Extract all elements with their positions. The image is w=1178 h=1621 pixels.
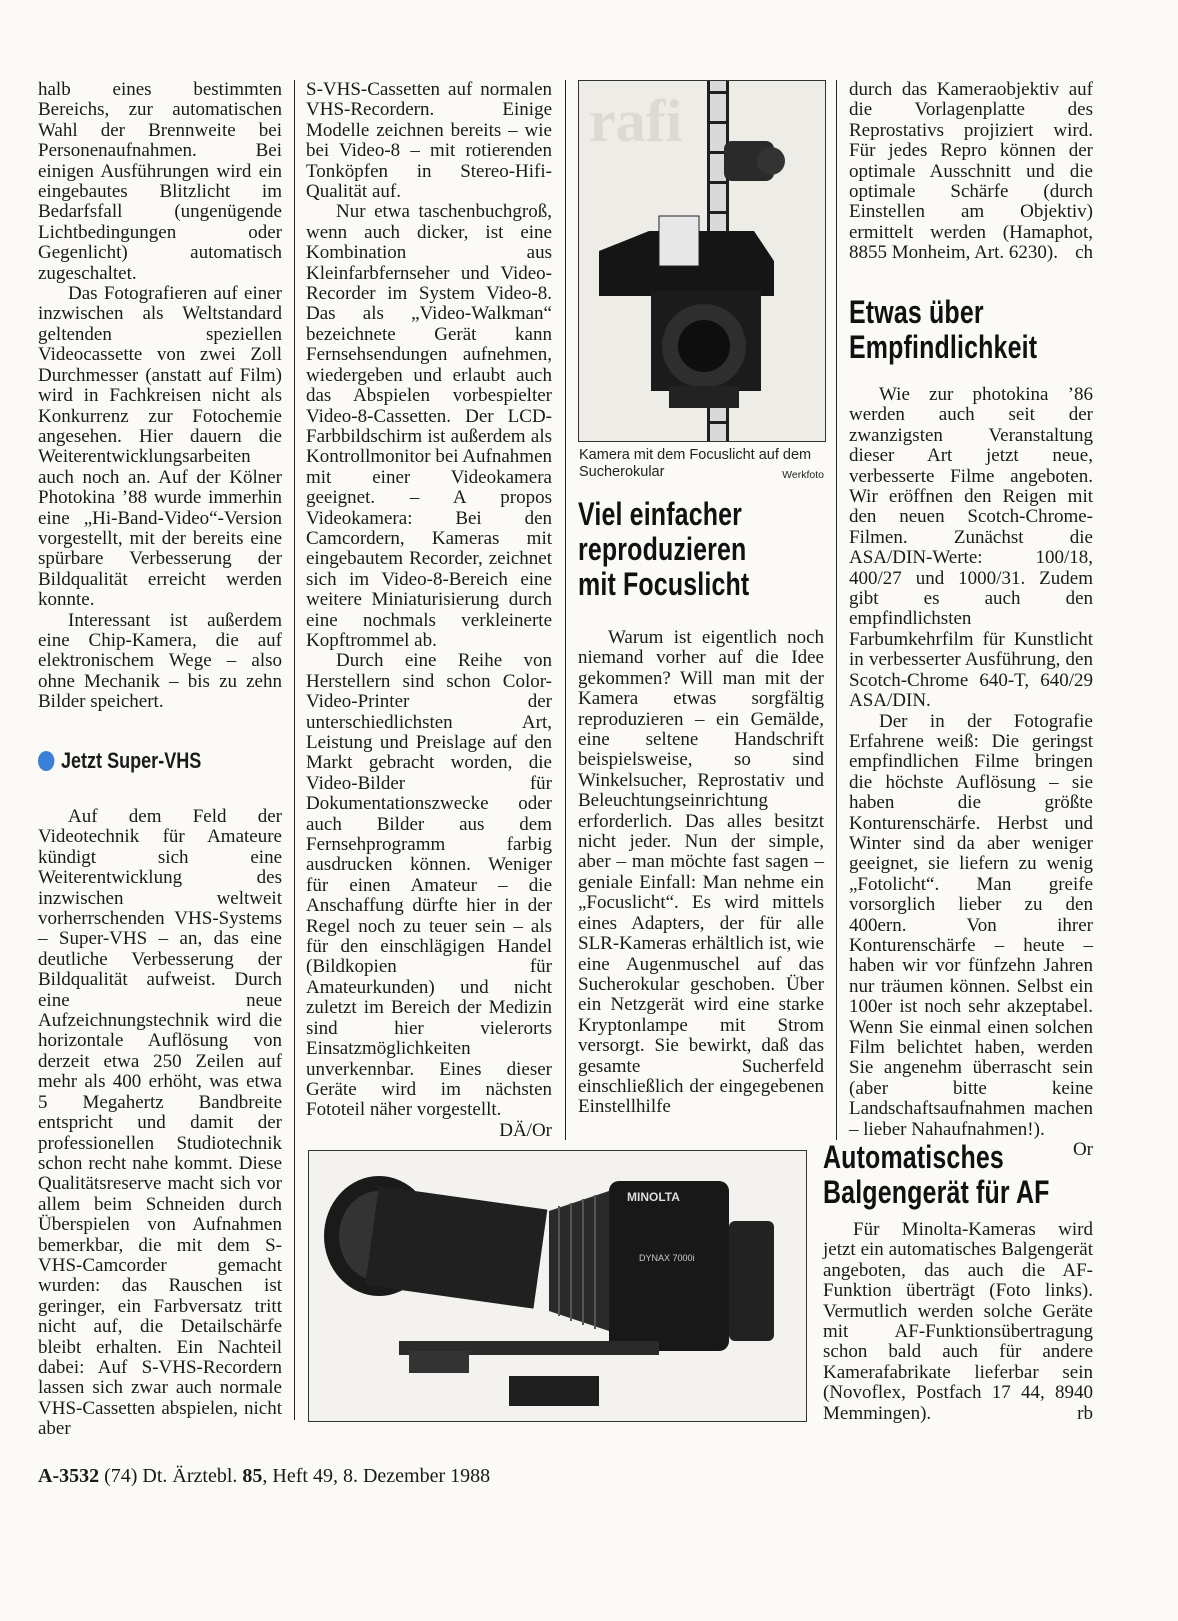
page-number: A-3532 <box>38 1465 100 1487</box>
paragraph: Warum ist eigentlich noch niemand vorher auf die Idee gekommen? Will man mit der Kamera etwas sorgfältig reproduzieren – ein Gemälde, eine seltene Handschrift beispielsweise, so sind Winkelsucher, Reprostativ und Beleuchtungseinrichtung erforderlich. Das alles besitzt nicht jeder. Nun der simple, aber – man möchte fast sagen – geniale Einfall: Man nehme ein „Focuslicht“. Es wird mittels eines Adapters, der für alle SLR-Kameras erhältlich ist, wie eine Augenmuschel auf das Sucherokular geschoben. Über ein Netzgerät wird eine starke Kryptonlampe mit Strom versorgt. Sie bewirkt, daß das gesamte Sucherfeld einschließlich der eingegebenen Einstellhilfe <box>578 627 824 1118</box>
paragraph: Für Minolta-Kameras wird jetzt ein automatisches Balgengerät angeboten, das auch die AF-Funktion überträgt (Foto links). Vermutlich werden solche Geräte mit AF-Funktionsübertragung schon bald auch für andere Kamerafabrikate lieferbar sein (Novoflex, Postfach 17 44, 8940 Memmingen). rb <box>823 1219 1093 1424</box>
column-2 <box>306 80 552 1141</box>
author-signature: ch <box>1075 242 1093 264</box>
svg-text:rafi: rafi <box>589 88 683 154</box>
column-4 <box>849 80 1093 264</box>
article-headline: Etwas über Empfindlichkeit <box>849 294 1038 365</box>
paragraph: Das Fotografieren auf einer inzwischen als Weltstandard geltenden speziellen Videocassette von zwei Zoll Durchmesser (anstatt auf Film) wird in Fachkreisen nicht als Konkurrenz zur Fotochemie angesehen. Hier dauern die Weiterentwicklungsarbeiten auch noch an. Auf der Kölner Photokina ’88 wurde immerhin eine „Hi-Band-Video“-Version vorgestellt, mit der bereits eine spürbare Verbesserung der Bildqualität erreicht werden konnte. <box>38 283 282 611</box>
photo-credit: Werkfoto <box>782 469 824 481</box>
svg-text:DYNAX 7000i: DYNAX 7000i <box>639 1253 695 1263</box>
column-5 <box>823 1220 1093 1424</box>
column-divider <box>565 80 566 1140</box>
photo-caption: Kamera mit dem Focuslicht auf dem Sucherokular Werkfoto <box>579 447 824 484</box>
paragraph: Interessant ist außerdem eine Chip-Kamera, die auf elektronischem Wege – also ohne Mechanik – bis zu zehn Bilder speichert. <box>38 609 282 713</box>
column-3 <box>578 628 824 1118</box>
page-footer: A-3532 (74) Dt. Ärztebl. 85, Heft 49, 8. Dezember 1988 <box>38 1465 491 1487</box>
column-divider <box>294 80 295 1420</box>
paragraph: Auf dem Feld der Videotechnik für Amateure kündigt sich eine Weiterentwicklung des inzwischen weltweit vorherrschenden VHS-Systems – Super-VHS – an, das eine deutliche Verbesserung der Bildqualität aufweist. Durch eine neue Aufzeichnungstechnik wird die horizontale Auflösung von derzeit etwa 250 Zeilen auf mehr als 400 erhöht, was etwa 5 Megahertz Bandbreite entspricht und damit der professionellen Studiotechnik schon recht nahe kommt. Diese Qualitätsreserve macht sich vor allem beim Schneiden durch Überspielen von Aufnahmen bemerkbar, die mit dem S-VHS-Camcorder gemacht wurden: das Rauschen ist geringer, ein Farbversatz tritt nicht auf, die Detailschärfe bleibt erhalten. Ein Nachteil dabei: Auf S-VHS-Recordern lassen sich zwar auch normale VHS-Cassetten abspielen, nicht aber <box>38 806 282 1440</box>
column-4-body <box>849 385 1093 1160</box>
svg-text:MINOLTA: MINOLTA <box>627 1190 680 1204</box>
bullet-dot-icon <box>38 751 54 771</box>
focuslicht-camera-photo <box>578 80 826 442</box>
author-signature: rb <box>1077 1402 1093 1424</box>
author-signature: Or <box>1072 1139 1093 1161</box>
paragraph: Nur etwa taschenbuchgroß, wenn auch dicker, ist eine Kombination aus Kleinfarbfernseher und Video-Recorder im System Video-8. Das als „Video-Walkman“ bezeichnete Gerät kann Fernsehsendungen aufnehmen, wiedergeben und erlaubt auch das Abspielen vorbespielter Video-8-Cassetten. Der LCD-Farbbildschirm ist außerdem als Kontrollmonitor bei Aufnahmen mit einer Videokamera geeignet. – A propos Videokamera: Bei den Camcordern, Kameras mit eingebautem Recorder, zeichnet sich im Video-8-Bereich eine weitere Miniaturisierung durch eine nochmals verkleinerte Kopftrommel ab. <box>306 201 552 651</box>
paragraph: Wie zur photokina ’86 werden auch seit der zwanzigsten Veranstaltung dieser Art jetzt neue, verbesserte Filme angeboten. Wir eröffnen den Reigen mit den neuen Scotch-Chrome-Filmen. Zunächst die ASA/DIN-Werte: 100/18, 400/27 und 1000/31. Zudem gibt es auch den empfindlichsten Farbumkehrfilm für Kunstlicht in verbesserter Ausführung, den Scotch-Chrome 640-T, 640/29 ASA/DIN. <box>849 384 1093 712</box>
article-headline: Viel einfacher reproduzieren mit Focuslicht <box>578 496 750 602</box>
author-signature: DÄ/Or <box>499 1119 552 1141</box>
column-1 <box>38 80 282 1440</box>
paragraph: Der in der Fotografie Erfahrene weiß: Die geringst empfindlichen Filme bringen die höchste Auflösung – sie haben die größte Konturenschärfe. Herbst und Winter sind da aber weniger geeignet, sie liefern zu wenig „Fotolicht“. Man greife vorsorglich lieber zu den 400ern. Von ihrer Konturenschärfe – heute – haben wir vor fünfzehn Jahren nur träumen können. Selbst ein 100er ist noch sehr akzeptabel. Wenn Sie einmal einen solchen Film belichtet haben, werden Sie angenehm überrascht sein (aber bitte keine Landschaftsaufnahmen machen – lieber Nahaufnahmen!). Or <box>849 710 1093 1161</box>
volume-number: 85 <box>242 1465 263 1487</box>
bellows-device-photo <box>308 1150 807 1422</box>
column-divider <box>836 80 837 1140</box>
paragraph: durch das Kameraobjektiv auf die Vorlagenplatte des Reprostativs projiziert wird. Für jedes Repro können der optimale Ausschnitt und die optimale Schärfe (durch Einstellen am Objektiv) ermittelt werden (Hamaphot, 8855 Monheim, Art. 6230). ch <box>849 79 1093 264</box>
paragraph: S-VHS-Cassetten auf normalen VHS-Recordern. Einige Modelle zeichnen bereits – wie bei Video-8 – mit rotierenden Tonköpfen in Stereo-Hifi-Qualität auf. <box>306 79 552 203</box>
paragraph: Durch eine Reihe von Herstellern sind schon Color-Video-Printer der unterschiedlichsten Art, Leistung und Preislage auf den Markt gebracht worden, die Video-Bilder für Dokumentationszwecke oder auch Bilder aus dem Fernsehprogramm farbig ausdrucken können. Weniger für einen Amateur – die Anschaffung dürfte hier in der Regel noch zu teuer sein – als für den einschlägigen Handel (Bildkopien für Amateurkunden) und nicht zuletzt im Bereich der Medizin sind hier vielerorts Einsatzmöglichkeiten unverkennbar. Eines dieser Geräte wird im nächsten Fototeil näher vorgestellt. <box>306 650 552 1121</box>
paragraph: halb eines bestimmten Bereichs, zur automatischen Wahl der Brennweite bei Personenaufnahmen. Bei einigen Ausführungen wird ein eingebautes Blitzlicht im Bedarfsfall (ungenügende Lichtbedingungen oder Gegenlicht) automatisch zugeschaltet. <box>38 79 282 284</box>
article-headline: Automatisches Balgengerät für AF <box>823 1139 1050 1210</box>
section-heading: Jetzt Super-VHS <box>38 751 238 771</box>
